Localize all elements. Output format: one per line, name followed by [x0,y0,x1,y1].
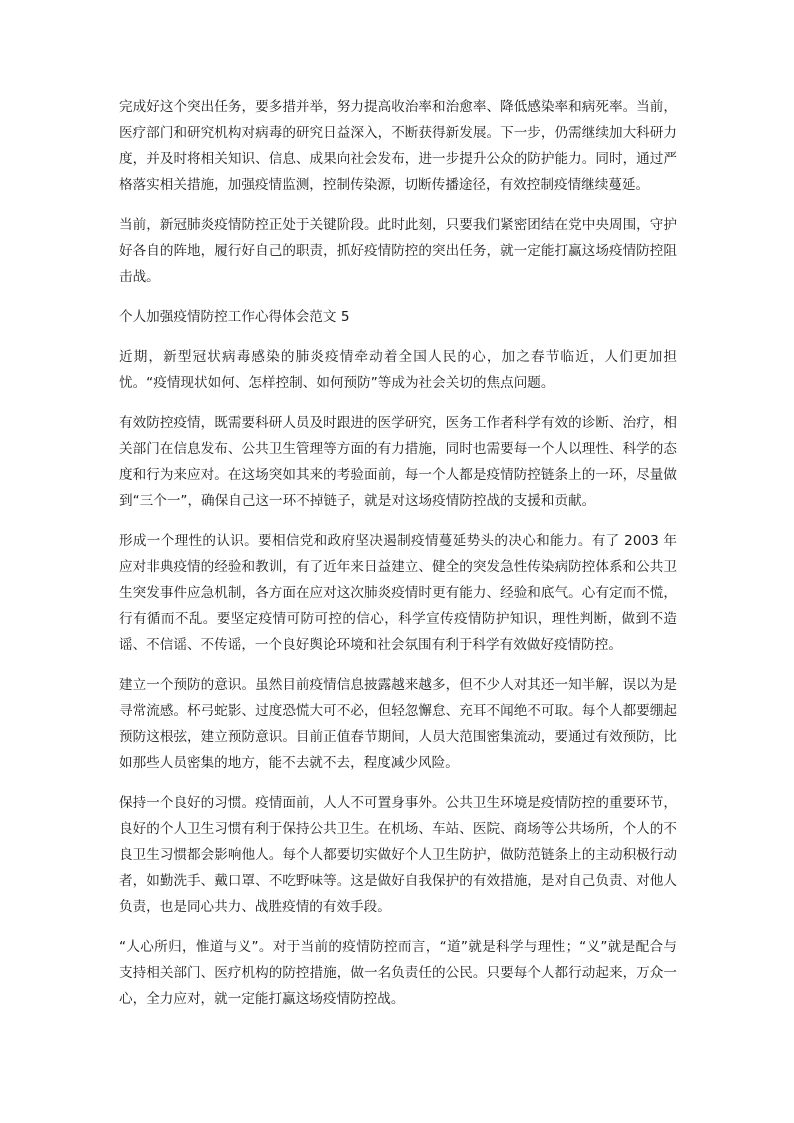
section-heading: 个人加强疫情防控工作心得体会范文 5 [119,309,350,325]
paragraph: 形成一个理性的认识。要相信党和政府坚决遏制疫情蔓延势头的决心和能力。有了 2003 年应对非典疫情的经验和教训，有了近年来日益建立、健全的突发急性传染病防控体系和公共卫生突发事件应急机制，各方面在应对这次肺炎疫情时更有能力、经验和底气。心有定而不慌，行有循而不乱。要坚定疫情可防可控的信心，科学宣传疫情防护知识，理性判断，做到不造谣、不信谣、不传谣，一个良好舆论环境和社会氛围有利于科学有效做好疫情防控。 [119,533,677,653]
paragraph: 保持一个良好的习惯。疫情面前，人人不可置身事外。公共卫生环境是疫情防控的重要环节，良好的个人卫生习惯有利于保持公共卫生。在机场、车站、医院、商场等公共场所，个人的不良卫生习惯都会影响他人。每个人都要切实做好个人卫生防护，做防范链条上的主动积极行动者，如勤洗手、戴口罩、不吃野味等。这是做好自我保护的有效措施，是对自己负责、对他人负责，也是同心共力、战胜疫情的有效手段。 [119,795,677,915]
paragraph: 完成好这个突出任务，要多措并举，努力提高收治率和治愈率、降低感染率和病死率。当前，医疗部门和研究机构对病毒的研究日益深入，不断获得新发展。下一步，仍需继续加大科研力度，并及时将相关知识、信息、成果向社会发布，进一步提升公众的防护能力。同时，通过严格落实相关措施，加强疫情监测，控制传染源，切断传播途径，有效控制疫情继续蔓延。 [119,99,677,193]
paragraph: 当前，新冠肺炎疫情防控正处于关键阶段。此时此刻，只要我们紧密团结在党中央周围，守护好各自的阵地，履行好自己的职责，抓好疫情防控的突出任务，就一定能打赢这场疫情防控阻击战。 [119,217,677,285]
paragraph: “人心所归，惟道与义”。对于当前的疫情防控而言，“道”就是科学与理性；“义”就是配合与支持相关部门、医疗机构的防控措施，做一名负责任的公民。只要每个人都行动起来，万众一心，全力应对，就一定能打赢这场疫情防控战。 [119,939,677,1007]
document-body [119,94,677,1026]
paragraph: 有效防控疫情，既需要科研人员及时跟进的医学研究，医务工作者科学有效的诊断、治疗，相关部门在信息发布、公共卫生管理等方面的有力措施，同时也需要每一个人以理性、科学的态度和行为来应对。在这场突如其来的考验面前，每一个人都是疫情防控链条上的一环，尽量做到“三个一”，确保自己这一环不掉链子，就是对这场疫情防控战的支援和贡献。 [119,415,677,509]
paragraph: 近期，新型冠状病毒感染的肺炎疫情牵动着全国人民的心，加之春节临近，人们更加担忧。“疫情现状如何、怎样控制、如何预防”等成为社会关切的焦点问题。 [119,349,677,391]
paragraph: 建立一个预防的意识。虽然目前疫情信息披露越来越多，但不少人对其还一知半解，误以为是寻常流感。杯弓蛇影、过度恐慌大可不必，但轻忽懈怠、充耳不闻绝不可取。每个人都要绷起预防这根弦，建立预防意识。目前正值春节期间，人员大范围密集流动，要通过有效预防，比如那些人员密集的地方，能不去就不去，程度减少风险。 [119,677,677,771]
